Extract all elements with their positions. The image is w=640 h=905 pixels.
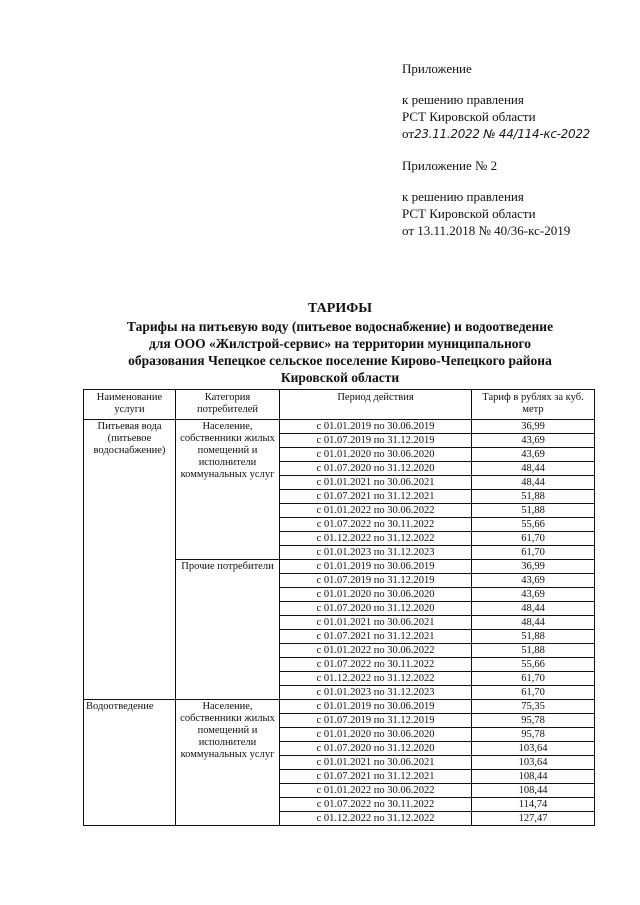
period-cell: с 01.07.2022 по 30.11.2022 [280, 518, 472, 532]
tariff-cell: 51,88 [472, 630, 595, 644]
tariff-cell: 43,69 [472, 588, 595, 602]
period-cell: с 01.01.2022 по 30.06.2022 [280, 644, 472, 658]
period-cell: с 01.01.2019 по 30.06.2019 [280, 700, 472, 714]
period-cell: с 01.01.2020 по 30.06.2020 [280, 728, 472, 742]
tariff-cell: 51,88 [472, 490, 595, 504]
tariff-cell: 48,44 [472, 462, 595, 476]
appendix-header [402, 60, 590, 253]
table-header-row [84, 390, 595, 420]
table-row [84, 420, 595, 434]
date-prefix: от [402, 126, 415, 141]
tariff-cell: 61,70 [472, 532, 595, 546]
tariff-cell: 127,47 [472, 812, 595, 826]
tariff-cell: 55,66 [472, 518, 595, 532]
appendix-label: Приложение [402, 61, 472, 76]
subtitle-line: для ООО «Жилстрой-сервис» на территории муниципального [148, 336, 532, 351]
period-cell: с 01.01.2021 по 30.06.2021 [280, 756, 472, 770]
tariff-cell: 108,44 [472, 784, 595, 798]
period-cell: с 01.07.2021 по 31.12.2021 [280, 770, 472, 784]
subtitle-line: образования Чепецкое сельское поселение Кирово-Чепецкого района [128, 353, 552, 368]
header-category: Категория потребителей [176, 390, 280, 420]
appendix-number-label: Приложение № 2 [402, 158, 498, 173]
period-cell: с 01.12.2022 по 31.12.2022 [280, 672, 472, 686]
subtitle-line: Кировской области [280, 370, 400, 385]
period-cell: с 01.01.2022 по 30.06.2022 [280, 784, 472, 798]
period-cell: с 01.01.2020 по 30.06.2020 [280, 448, 472, 462]
service-name-cell: Водоотведение [84, 700, 176, 826]
tariff-cell: 48,44 [472, 602, 595, 616]
tariff-cell: 36,99 [472, 420, 595, 434]
period-cell: с 01.01.2019 по 30.06.2019 [280, 420, 472, 434]
decision-reference: к решению правления [402, 92, 524, 107]
period-cell: с 01.07.2019 по 31.12.2019 [280, 574, 472, 588]
period-cell: с 01.01.2021 по 30.06.2021 [280, 616, 472, 630]
period-cell: с 01.01.2021 по 30.06.2021 [280, 476, 472, 490]
main-title: ТАРИФЫ [308, 301, 372, 316]
tariff-cell: 43,69 [472, 448, 595, 462]
tariff-cell: 61,70 [472, 672, 595, 686]
tariff-cell: 103,64 [472, 756, 595, 770]
period-cell: с 01.07.2022 по 30.11.2022 [280, 658, 472, 672]
decision-date-number [402, 125, 590, 143]
table-row [84, 700, 595, 714]
period-cell: с 01.07.2020 по 31.12.2020 [280, 742, 472, 756]
period-cell: с 01.01.2019 по 30.06.2019 [280, 560, 472, 574]
document-titles [80, 300, 600, 386]
tariff-table [83, 389, 595, 826]
consumer-category-cell: Население, собственники жилых помещений и исполнители коммунальных услуг [176, 420, 280, 560]
period-cell: с 01.07.2021 по 31.12.2021 [280, 490, 472, 504]
tariff-cell: 75,35 [472, 700, 595, 714]
header-service: Наименование услуги [84, 390, 176, 420]
period-cell: с 01.12.2022 по 31.12.2022 [280, 812, 472, 826]
period-cell: с 01.07.2020 по 31.12.2020 [280, 602, 472, 616]
tariff-cell: 55,66 [472, 658, 595, 672]
handwritten-date-number: 23.11.2022 № 44/114-кс-2022 [414, 127, 590, 141]
period-cell: с 01.07.2019 по 31.12.2019 [280, 714, 472, 728]
period-cell: с 01.07.2021 по 31.12.2021 [280, 630, 472, 644]
tariff-cell: 48,44 [472, 476, 595, 490]
tariff-cell: 95,78 [472, 714, 595, 728]
period-cell: с 01.12.2022 по 31.12.2022 [280, 532, 472, 546]
tariff-cell: 114,74 [472, 798, 595, 812]
tariff-cell: 43,69 [472, 574, 595, 588]
tariff-cell: 48,44 [472, 616, 595, 630]
tariff-cell: 43,69 [472, 434, 595, 448]
table-body [84, 420, 595, 826]
tariff-cell: 103,64 [472, 742, 595, 756]
period-cell: с 01.01.2022 по 30.06.2022 [280, 504, 472, 518]
subtitle-line: Тарифы на питьевую воду (питьевое водоснабжение) и водоотведение [126, 319, 554, 334]
service-name-cell: Питьевая вода (питьевое водоснабжение) [84, 420, 176, 700]
consumer-category-cell: Прочие потребители [176, 560, 280, 700]
tariff-cell: 51,88 [472, 504, 595, 518]
tariff-cell: 108,44 [472, 770, 595, 784]
period-cell: с 01.07.2019 по 31.12.2019 [280, 434, 472, 448]
period-cell: с 01.01.2023 по 31.12.2023 [280, 686, 472, 700]
decision-date-number: от 13.11.2018 № 40/36-кс-2019 [402, 223, 571, 238]
tariff-cell: 61,70 [472, 546, 595, 560]
tariff-cell: 95,78 [472, 728, 595, 742]
period-cell: с 01.01.2023 по 31.12.2023 [280, 546, 472, 560]
consumer-category-cell: Население, собственники жилых помещений и исполнители коммунальных услуг [176, 700, 280, 826]
appendix-block-original [402, 157, 590, 239]
tariff-cell: 51,88 [472, 644, 595, 658]
period-cell: с 01.07.2020 по 31.12.2020 [280, 462, 472, 476]
tariff-cell: 61,70 [472, 686, 595, 700]
authority-name: РСТ Кировской области [402, 109, 536, 124]
period-cell: с 01.01.2020 по 30.06.2020 [280, 588, 472, 602]
decision-reference: к решению правления [402, 189, 524, 204]
authority-name: РСТ Кировской области [402, 206, 536, 221]
tariff-cell: 36,99 [472, 560, 595, 574]
period-cell: с 01.07.2022 по 30.11.2022 [280, 798, 472, 812]
header-period: Период действия [280, 390, 472, 420]
header-tariff: Тариф в рублях за куб. метр [472, 390, 595, 420]
appendix-block-current [402, 60, 590, 143]
